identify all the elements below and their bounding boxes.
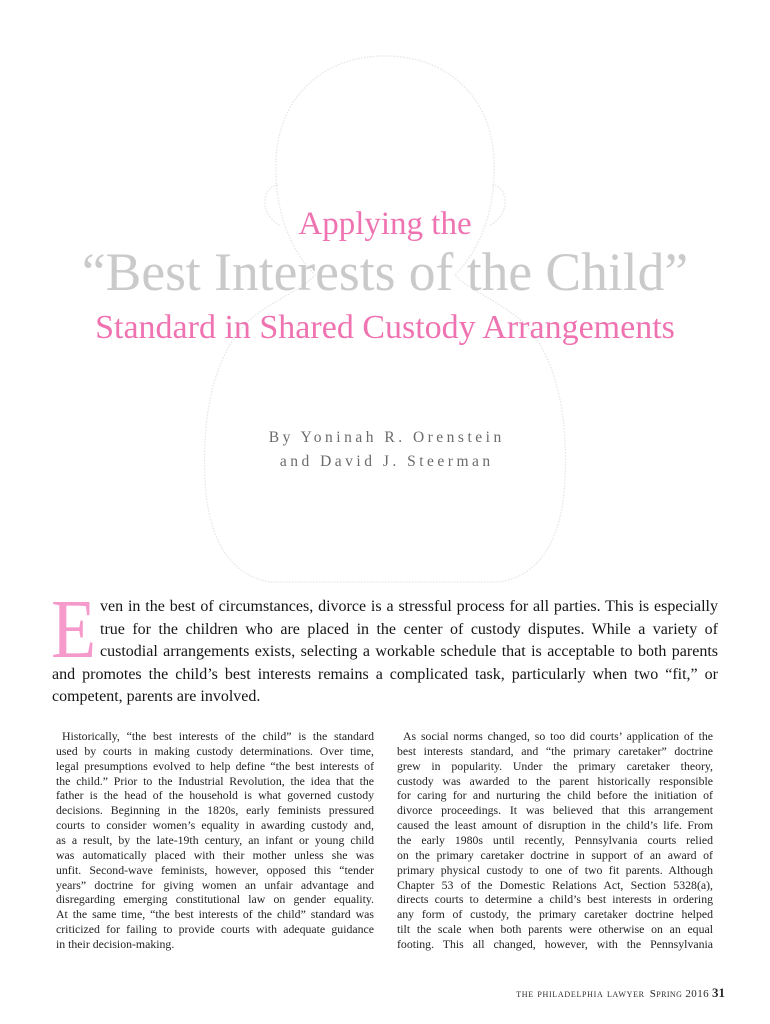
body-line: unfit. Second-wave feminists, however, opposed this “tender	[56, 862, 374, 877]
article-title: “Best Interests of the Child”	[81, 242, 689, 302]
body-line: caused the least amount of disruption in the child’s life. From	[397, 818, 713, 833]
lead-line: ven in the best of circumstances, divorce is a stressful process for all parties. This is especially	[100, 598, 718, 615]
body-line: courts to consider women’s equality in awarding custody and,	[56, 818, 374, 833]
body-line: for caring for and nurturing the child before the initiation of	[397, 788, 713, 803]
body-line: custody was awarded to the parent historically responsible	[397, 773, 713, 788]
body-column-right	[397, 729, 713, 952]
body-line: on the primary caretaker doctrine in support of an award of	[397, 847, 713, 862]
body-line: disregarding emerging constitutional law on gender equality.	[56, 892, 374, 907]
lead-line: competent, parents are involved.	[52, 688, 261, 705]
byline-author-1: By Yoninah R. Orenstein	[268, 429, 505, 446]
body-line: tilt the scale when both parents were otherwise on an equal	[397, 922, 713, 937]
body-line: in their decision-making.	[56, 937, 175, 952]
body-line: was automatically placed with their mother unless she was	[56, 847, 374, 862]
body-line: Chapter 53 of the Domestic Relations Act, Section 5328(a),	[397, 877, 713, 892]
page-number: 31	[712, 985, 725, 1000]
body-line: divorce proceedings. It was believed that this arrangement	[397, 803, 713, 818]
body-line: used by courts in making custody determinations. Over time,	[56, 743, 374, 758]
body-line: directs courts to determine a child’s best interests in ordering	[397, 892, 713, 907]
body-column-left	[56, 729, 374, 952]
body-line: legal presumptions evolved to help define “the best interests of	[56, 758, 374, 773]
body-line: the child.” Prior to the Industrial Revolution, the idea that the	[56, 773, 374, 788]
body-line: as a result, by the late-19th century, an infant or young child	[56, 833, 374, 848]
body-line: primary physical custody to one of two fit parents. Although	[397, 862, 713, 877]
body-line: years” doctrine for giving women an unfair advantage and	[56, 877, 374, 892]
body-line: grew in popularity. Under the primary caretaker theory,	[397, 758, 713, 773]
drop-cap: E	[51, 583, 97, 676]
lead-line: custodial arrangements exists, selecting a workable schedule that is acceptable to both parents	[100, 643, 718, 660]
body-line: Historically, “the best interests of the child” is the standard	[62, 729, 374, 743]
body-line: decisions. Beginning in the 1820s, early feminists pressured	[56, 803, 374, 818]
body-line: As social norms changed, so too did courts’ application of the	[403, 729, 713, 743]
byline-author-2: and David J. Steerman	[279, 453, 494, 470]
title-kicker: Applying the	[298, 206, 472, 242]
page-footer	[516, 986, 725, 1000]
body-line: any form of custody, the primary caretaker doctrine helped	[397, 907, 713, 922]
lead-paragraph	[52, 596, 718, 709]
lead-line: true for the children who are placed in the center of custody disputes. While a variety of	[100, 620, 718, 638]
body-line: At the same time, “the best interests of the child” standard was	[56, 907, 374, 922]
footer-issue: Spring 2016	[649, 988, 709, 1000]
body-line: the early 1980s until recently, Pennsylvania courts relied	[397, 833, 713, 848]
body-line: best interests standard, and “the primary caretaker” doctrine	[397, 743, 713, 758]
lead-line: and promotes the child’s best interests remains a complicated task, particularly when two “fit,” or	[52, 665, 718, 683]
footer-publication-name: the philadelphia lawyer	[516, 988, 645, 1000]
body-line: father is the head of the household is what governed custody	[56, 788, 374, 803]
title-subtitle: Standard in Shared Custody Arrangements	[95, 309, 675, 346]
body-line: criticized for failing to provide courts with adequate guidance	[56, 922, 374, 937]
body-line: footing. This all changed, however, with the Pennsylvania	[397, 937, 713, 952]
